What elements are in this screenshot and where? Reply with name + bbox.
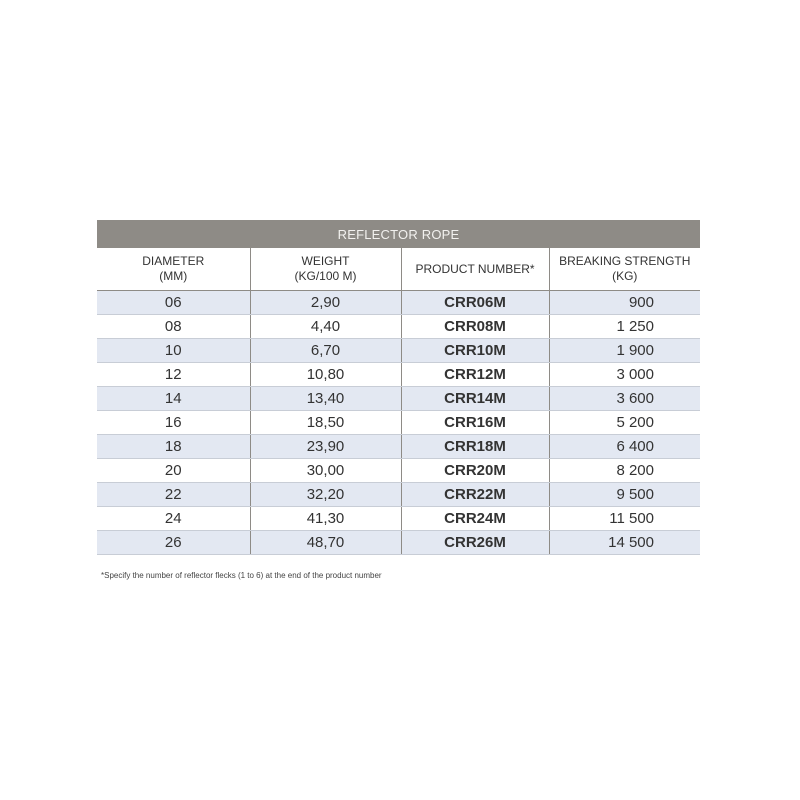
table-row <box>97 459 700 483</box>
table-row <box>97 315 700 339</box>
breaking-strength-cell: 3 000 <box>549 363 700 387</box>
header-breaking-strength <box>549 248 700 291</box>
breaking-strength-cell: 14 500 <box>549 531 700 555</box>
table-row <box>97 531 700 555</box>
product-number-cell: CRR06M <box>401 291 549 315</box>
table-title: REFLECTOR ROPE <box>97 220 700 248</box>
table-row <box>97 291 700 315</box>
product-number-cell: CRR18M <box>401 435 549 459</box>
weight-cell: 10,80 <box>250 363 401 387</box>
weight-cell: 41,30 <box>250 507 401 531</box>
weight-cell: 6,70 <box>250 339 401 363</box>
header-product-number-line1: PRODUCT NUMBER* <box>415 261 535 276</box>
diameter-cell: 24 <box>97 507 250 531</box>
breaking-strength-cell: 5 200 <box>549 411 700 435</box>
diameter-cell: 16 <box>97 411 250 435</box>
product-number-cell: CRR26M <box>401 531 549 555</box>
header-product-number <box>401 248 549 291</box>
table-row <box>97 435 700 459</box>
table-row <box>97 339 700 363</box>
diameter-cell: 10 <box>97 339 250 363</box>
header-weight <box>250 248 401 291</box>
weight-cell: 13,40 <box>250 387 401 411</box>
weight-cell: 32,20 <box>250 483 401 507</box>
table-row <box>97 363 700 387</box>
diameter-cell: 18 <box>97 435 250 459</box>
product-number-cell: CRR14M <box>401 387 549 411</box>
diameter-cell: 06 <box>97 291 250 315</box>
product-number-cell: CRR16M <box>401 411 549 435</box>
table-row <box>97 483 700 507</box>
table-body <box>97 291 700 555</box>
product-number-cell: CRR24M <box>401 507 549 531</box>
breaking-strength-cell: 1 900 <box>549 339 700 363</box>
product-number-cell: CRR22M <box>401 483 549 507</box>
weight-cell: 18,50 <box>250 411 401 435</box>
footnote: *Specify the number of reflector flecks (1 to 6) at the end of the product number <box>101 571 382 580</box>
breaking-strength-cell: 9 500 <box>549 483 700 507</box>
weight-cell: 4,40 <box>250 315 401 339</box>
diameter-cell: 12 <box>97 363 250 387</box>
product-number-cell: CRR12M <box>401 363 549 387</box>
header-weight-line1: WEIGHT <box>301 254 350 268</box>
breaking-strength-cell: 900 <box>549 291 700 315</box>
diameter-cell: 22 <box>97 483 250 507</box>
header-diameter-line2: (MM) <box>159 269 188 283</box>
header-diameter <box>97 248 250 291</box>
diameter-cell: 20 <box>97 459 250 483</box>
header-diameter-line1: DIAMETER <box>142 254 205 268</box>
weight-cell: 48,70 <box>250 531 401 555</box>
breaking-strength-cell: 1 250 <box>549 315 700 339</box>
weight-cell: 23,90 <box>250 435 401 459</box>
breaking-strength-cell: 6 400 <box>549 435 700 459</box>
diameter-cell: 26 <box>97 531 250 555</box>
header-breaking-strength-line1: BREAKING STRENGTH <box>559 254 691 268</box>
product-number-cell: CRR08M <box>401 315 549 339</box>
product-number-cell: CRR20M <box>401 459 549 483</box>
header-breaking-strength-line2: (KG) <box>612 269 638 283</box>
header-weight-line2: (KG/100 M) <box>294 269 357 283</box>
table-row <box>97 411 700 435</box>
diameter-cell: 08 <box>97 315 250 339</box>
diameter-cell: 14 <box>97 387 250 411</box>
weight-cell: 2,90 <box>250 291 401 315</box>
weight-cell: 30,00 <box>250 459 401 483</box>
product-number-cell: CRR10M <box>401 339 549 363</box>
reflector-rope-table <box>97 220 700 555</box>
breaking-strength-cell: 8 200 <box>549 459 700 483</box>
breaking-strength-cell: 11 500 <box>549 507 700 531</box>
table-row <box>97 507 700 531</box>
breaking-strength-cell: 3 600 <box>549 387 700 411</box>
table-row <box>97 387 700 411</box>
